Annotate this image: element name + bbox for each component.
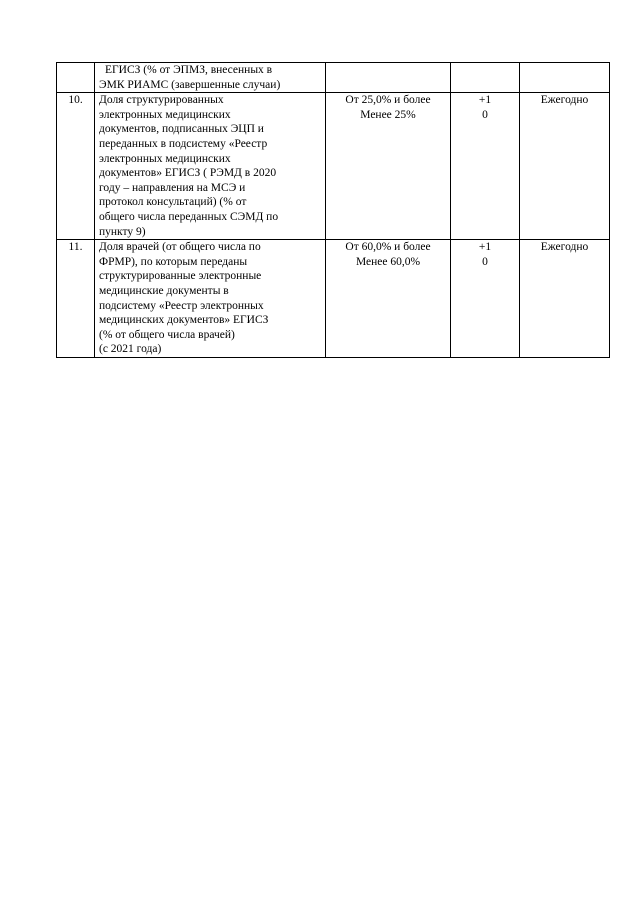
score-line: 0 [482, 255, 488, 268]
row-number-cell [57, 63, 95, 93]
indicator-name-line: Доля структурированных [99, 94, 224, 107]
score-cell [451, 240, 520, 358]
row-number-cell [57, 240, 95, 358]
indicator-name-line: переданных в подсистему «Реестр [99, 137, 268, 150]
score-cell [451, 93, 520, 240]
indicator-name-cell [95, 63, 326, 93]
indicator-name-line: году – направления на МСЭ и [99, 181, 246, 194]
criterion-value-line: Менее 60,0% [355, 255, 421, 268]
indicator-name-line: документов, подписанных ЭЦП и [99, 123, 264, 136]
score-line: +1 [478, 241, 492, 254]
indicator-name-line: документов» ЕГИСЗ ( РЭМД в 2020 [99, 167, 277, 180]
indicator-name-cell [95, 93, 326, 240]
indicator-name-line: (с 2021 года) [99, 343, 162, 356]
period-text: Ежегодно [540, 94, 589, 107]
period-text: Ежегодно [540, 241, 589, 254]
indicator-name-line: протокол консультаций) (% от [99, 196, 247, 209]
criterion-value-cell [326, 240, 451, 358]
indicator-name-line: общего числа переданных СЭМД по [99, 210, 279, 223]
score-line: 0 [482, 108, 488, 121]
indicator-name-line: ЭМК РИАМС (завершенные случаи) [99, 78, 281, 91]
score-cell [451, 63, 520, 93]
indicator-name-line: (% от общего числа врачей) [99, 328, 235, 341]
period-cell [520, 93, 610, 240]
criterion-value-cell [326, 63, 451, 93]
table-row [57, 240, 610, 358]
indicator-name-line: структурированные электронные [99, 270, 262, 283]
row-number: 10. [68, 94, 83, 107]
table-row [57, 93, 610, 240]
indicator-name-line: электронных медицинских [99, 108, 231, 121]
score-line: +1 [478, 94, 492, 107]
indicator-name-line: Доля врачей (от общего числа по [99, 241, 261, 254]
row-number: 11. [68, 241, 83, 254]
indicator-name-line: ФРМР), по которым переданы [99, 255, 248, 268]
period-cell [520, 63, 610, 93]
indicator-name-line: пункту 9) [99, 225, 146, 238]
row-number-cell [57, 93, 95, 240]
indicator-name-line: подсистему «Реестр электронных [99, 299, 264, 312]
criterion-value-line: Менее 25% [360, 108, 416, 121]
indicator-name-line: медицинские документы в [99, 284, 229, 297]
criterion-value-line: От 60,0% и более [345, 241, 431, 254]
criterion-value-line: От 25,0% и более [345, 94, 431, 107]
criteria-table [56, 62, 610, 358]
table-row [57, 63, 610, 93]
indicator-name-line: электронных медицинских [99, 152, 231, 165]
indicator-name-cell [95, 240, 326, 358]
criterion-value-cell [326, 93, 451, 240]
period-cell [520, 240, 610, 358]
indicator-name-line: ЕГИСЗ (% от ЭПМЗ, внесенных в [105, 64, 273, 76]
indicator-name-line: медицинских документов» ЕГИСЗ [99, 314, 269, 327]
